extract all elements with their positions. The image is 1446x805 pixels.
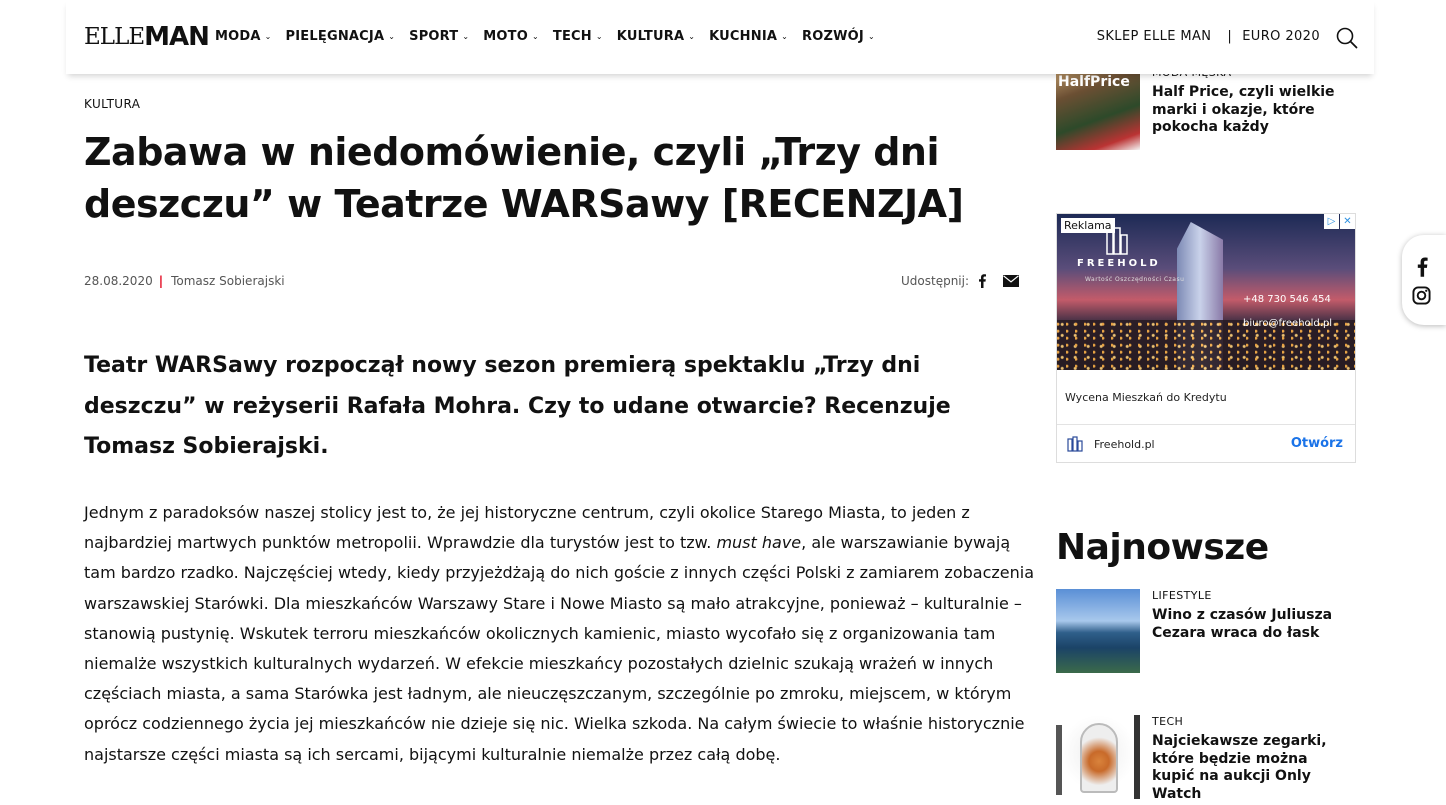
ad-footer [1057, 424, 1355, 462]
body-text-part: Jednym z paradoksów naszej stolicy jest to, że jej historyczne centrum, czyli okolice Starego Miasta, to jeden z najbardziej martwych punktów metropolii. Wprawdzie dla turystów jest to tzw. [84, 503, 970, 553]
logo-elle-text: ELLE [84, 24, 145, 50]
chevron-down-icon: ⌄ [462, 32, 470, 41]
article-title: Zabawa w niedomówienie, czyli „Trzy dni deszczu” w Teatrze WARSawy [RECENZJA] [84, 130, 964, 226]
nav-label: KUCHNIA [709, 29, 778, 44]
chevron-down-icon: ⌄ [264, 32, 272, 41]
article-thumbnail[interactable] [1056, 715, 1140, 799]
freehold-favicon-icon [1067, 437, 1083, 451]
euro-2020-link[interactable]: EURO 2020 [1242, 29, 1320, 44]
chevron-down-icon: ⌄ [532, 32, 539, 41]
facebook-icon[interactable] [1415, 257, 1429, 277]
sidebar-article-title[interactable]: Half Price, czyli wielkie marki i okazje, które pokocha każdy [1152, 84, 1335, 135]
chevron-down-icon: ⌄ [781, 32, 789, 41]
ad-email: biuro@freehold.pl [1243, 318, 1333, 329]
nav-item-pielegnacja[interactable] [286, 29, 396, 44]
article-body [84, 498, 1039, 770]
nav-item-kultura[interactable] [617, 29, 695, 44]
ad-headline[interactable]: Wycena Mieszkań do Kredytu [1065, 391, 1227, 404]
body-text-part: , ale warszawianie bywają tam bardzo rzadko. Najczęściej wtedy, kiedy przyjeżdżają do nich goście z innych części Polski z zamiarem zobaczenia warszawskiej Starówki. Dla mieszkańców Warszawy Stare i Nowe Miasto są mało atrakcyjne, ponieważ – kulturalnie – stanowią pustynię. Wskutek terroru mieszkańców okolicznych kamienic, miasto wycofało się z organizowania tam niemalże wszystkich kulturalnych wydarzeń. W efekcie mieszkańcy pozostałych dzielnic szukają wrażeń w innych częściach miasta, a sama Starówka jest ładnym, ale nieuczęszczanym, szczególnie po zmroku, miejscem, w którym oprócz codziennego życia jej mieszkańców nie dzieje się nic. Wielka szkoda. Na całym świecie to właśnie historycznie najstarsze części miasta są ich sercami, bijącymi kulturalnie niemalże przez całą dobę. [84, 533, 1034, 764]
mail-icon[interactable] [1003, 275, 1019, 287]
nav-item-moto[interactable] [483, 29, 539, 44]
ad-brand-sub: Wartość Oszczędności Czasu [1085, 276, 1185, 283]
header-separator: | [1227, 29, 1233, 44]
header-links [1097, 29, 1320, 44]
ad-open-button[interactable]: Otwórz [1290, 436, 1343, 451]
thumbnail-text: HalfPrice [1058, 74, 1130, 90]
nav-item-moda[interactable] [215, 29, 272, 44]
nav-label: MODA [215, 29, 261, 44]
floating-social-bar [1402, 235, 1446, 325]
share-label: Udostępnij: [901, 274, 970, 288]
newest-item[interactable] [1056, 589, 1356, 679]
ad-brand: FREEHOLD [1077, 258, 1161, 269]
watch-strap-shape [1134, 715, 1140, 799]
ad-controls [1323, 214, 1355, 229]
nav-item-sport[interactable] [409, 29, 469, 44]
article-thumbnail[interactable] [1056, 66, 1140, 150]
body-italic-phrase: must have [716, 533, 802, 553]
article-thumbnail[interactable] [1056, 589, 1140, 673]
site-header [66, 0, 1374, 74]
meta-separator: | [158, 274, 164, 288]
facebook-icon[interactable] [977, 274, 987, 288]
nav-item-rozwoj[interactable] [802, 29, 875, 44]
ad-phone: +48 730 546 454 [1243, 294, 1331, 305]
chevron-down-icon: ⌄ [688, 32, 696, 41]
newest-item[interactable] [1056, 715, 1356, 805]
logo-man-text: MAN [144, 22, 209, 52]
advertisement[interactable] [1056, 213, 1356, 463]
nav-label: SPORT [409, 29, 459, 44]
site-logo[interactable] [84, 24, 209, 50]
article-category[interactable]: KULTURA [84, 97, 141, 111]
newest-item-category[interactable]: LIFESTYLE [1152, 589, 1212, 602]
newest-item-title[interactable]: Wino z czasów Juliusza Cezara wraca do łask [1152, 607, 1333, 641]
chevron-down-icon: ⌄ [867, 32, 875, 41]
nav-label: TECH [552, 29, 592, 44]
main-nav [215, 29, 889, 44]
nav-label: ROZWÓJ [802, 29, 864, 44]
close-icon[interactable]: ✕ [1340, 214, 1355, 229]
instagram-icon[interactable] [1412, 286, 1431, 305]
nav-label: MOTO [483, 29, 528, 44]
newest-item-category[interactable]: TECH [1152, 715, 1184, 728]
nav-item-tech[interactable] [553, 29, 603, 44]
newest-heading: Najnowsze [1056, 527, 1269, 568]
watch-strap-shape [1056, 725, 1062, 795]
article-meta [84, 274, 285, 288]
article-lead: Teatr WARSawy rozpoczął nowy sezon premierą spektaklu „Trzy dni deszczu” w reżyserii Rafała Mohra. Czy to udane otwarcie? Recenzuje Tomasz Sobierajski. [84, 353, 951, 459]
ad-image[interactable] [1057, 214, 1355, 370]
nav-label: PIELĘGNACJA [285, 29, 385, 44]
share-bar [901, 274, 1019, 288]
article-date: 28.08.2020 [84, 274, 153, 288]
nav-item-kuchnia[interactable] [709, 29, 788, 44]
search-icon[interactable] [1336, 27, 1358, 49]
adchoices-icon[interactable]: ▷ [1324, 214, 1339, 229]
nav-label: KULTURA [616, 29, 685, 44]
chevron-down-icon: ⌄ [388, 32, 396, 41]
watch-dome-shape [1080, 723, 1118, 793]
shop-link[interactable]: SKLEP ELLE MAN [1096, 29, 1212, 44]
chevron-down-icon: ⌄ [595, 32, 603, 41]
article-author[interactable]: Tomasz Sobierajski [171, 274, 285, 288]
ad-site-name[interactable]: Freehold.pl [1094, 438, 1155, 451]
newest-item-title[interactable]: Najciekawsze zegarki, które będzie można kupić na aukcji Only Watch [1152, 733, 1327, 802]
ad-label: Reklama [1061, 218, 1115, 233]
